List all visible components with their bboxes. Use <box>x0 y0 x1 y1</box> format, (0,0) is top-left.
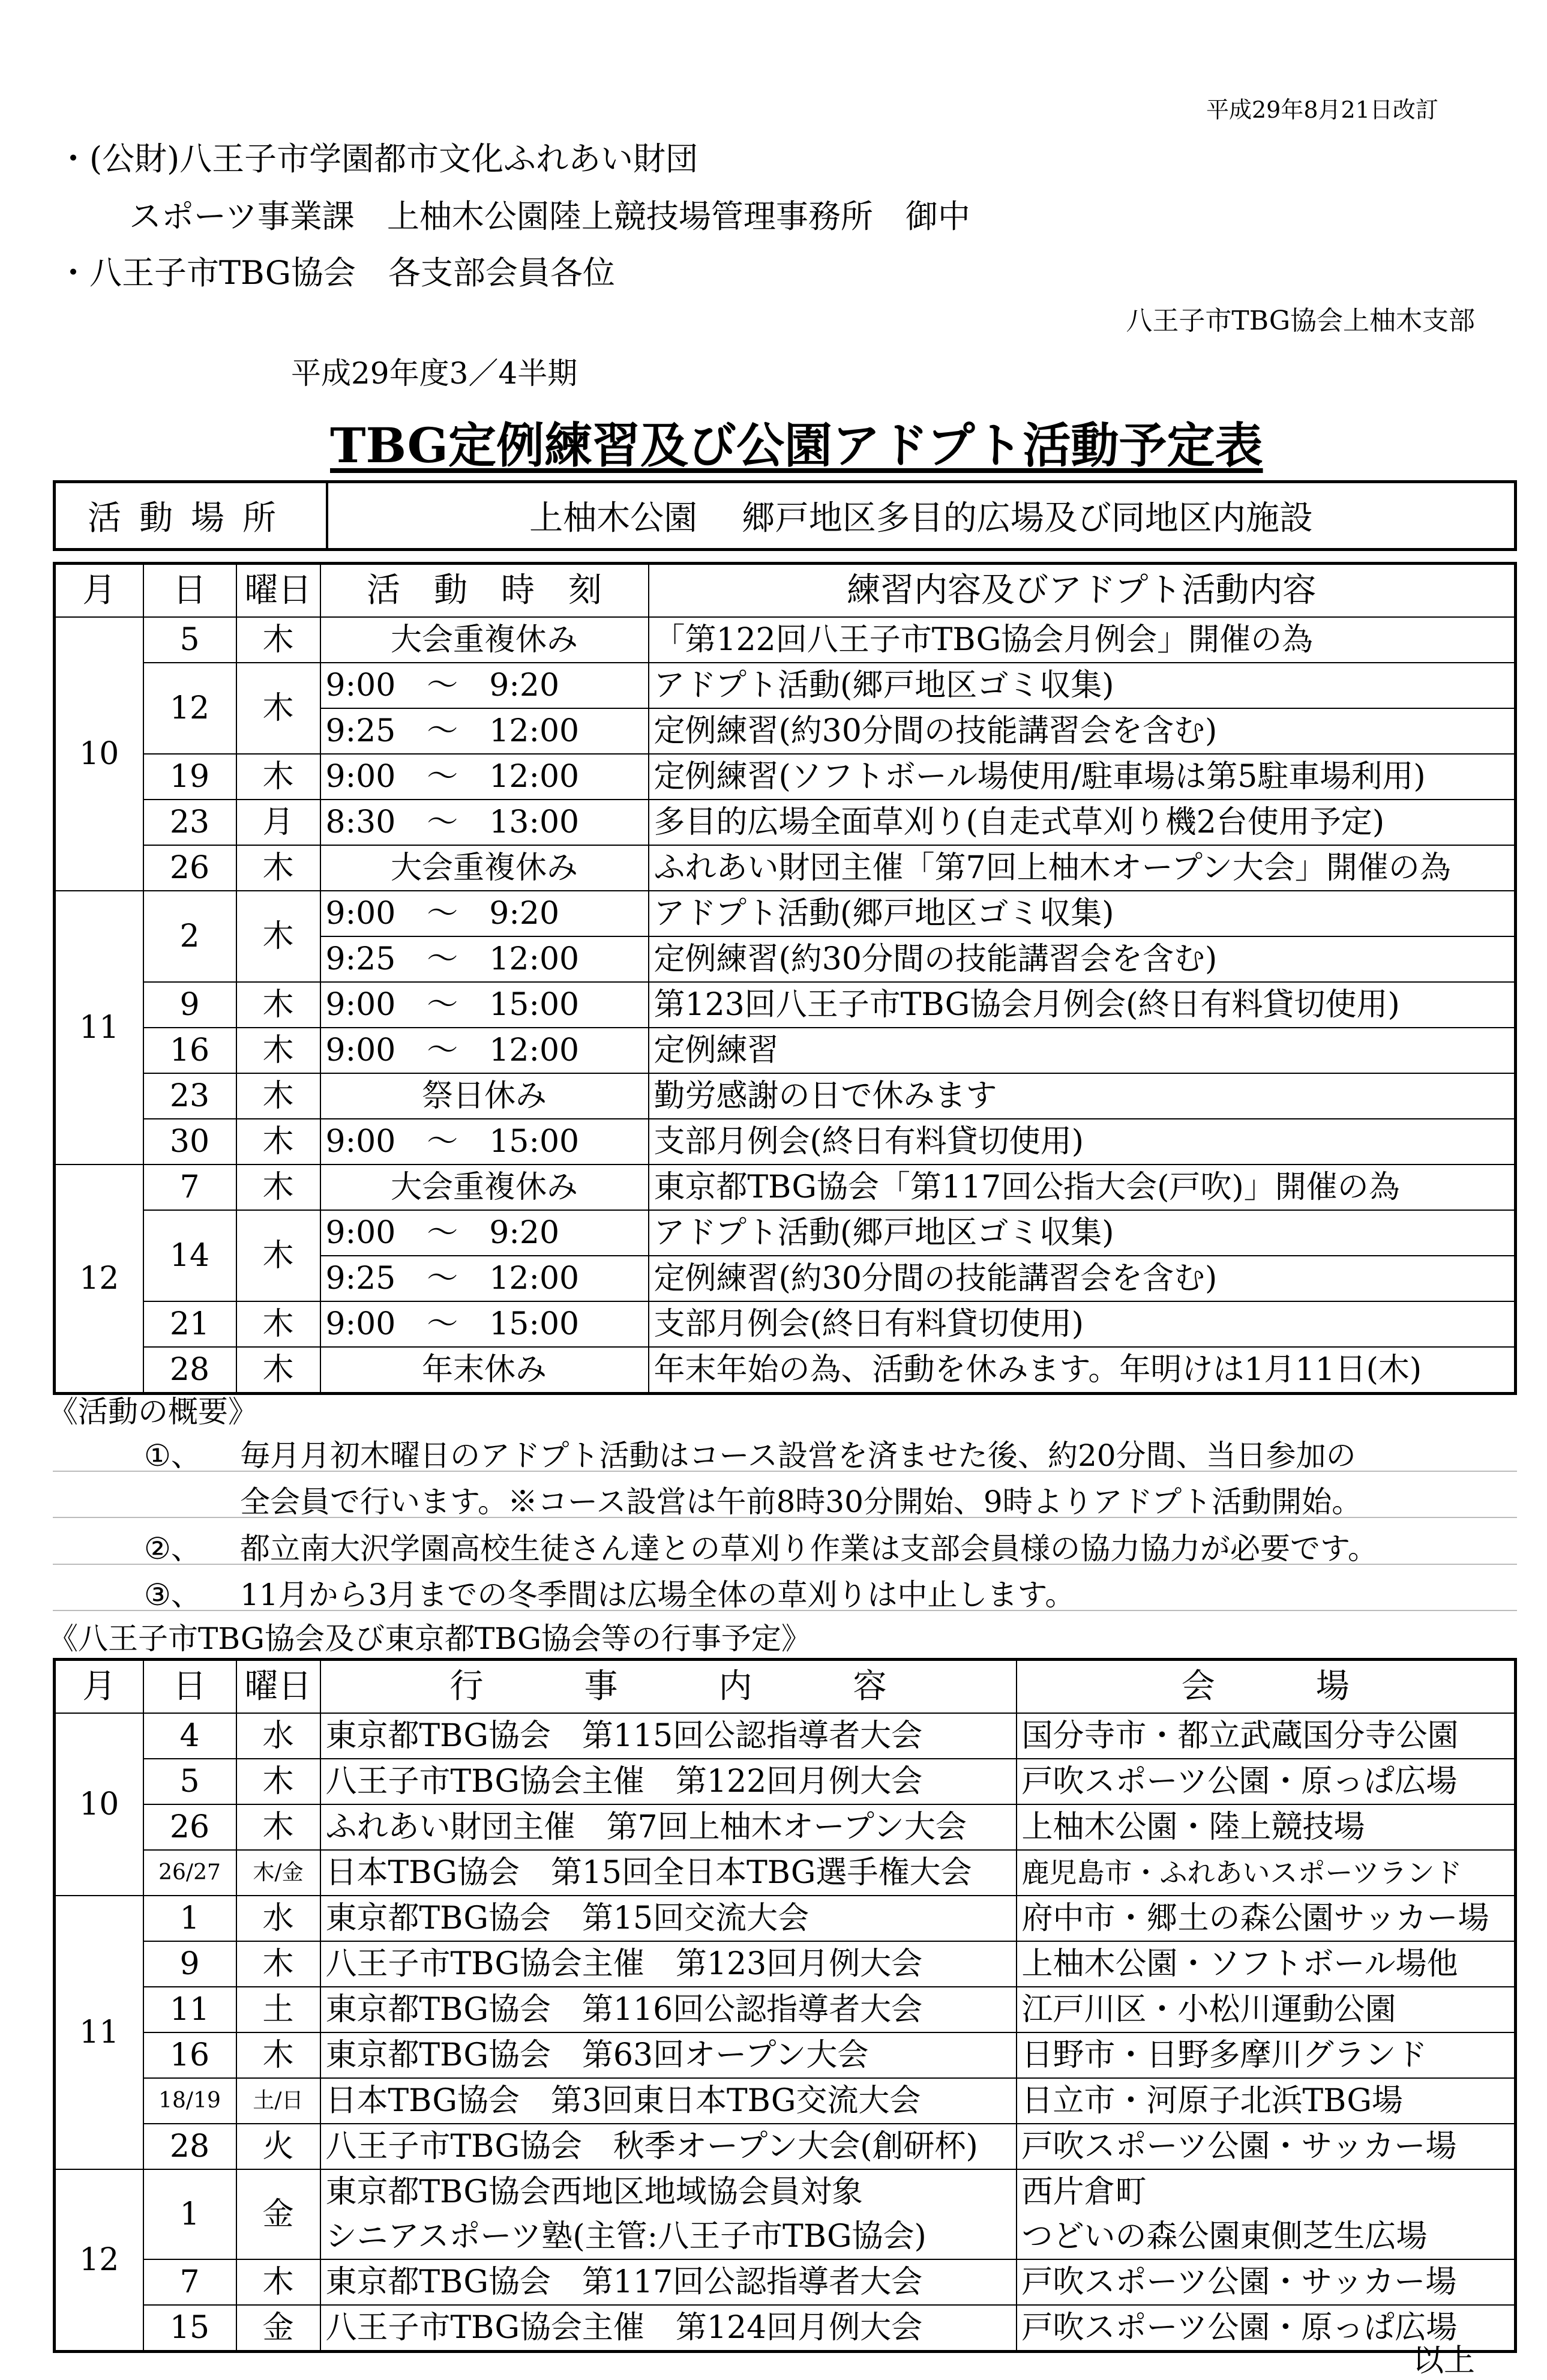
venue-cell: 上柚木公園・ソフトボール場他 <box>1017 1941 1516 1987</box>
closing-mark: 以上 <box>1412 2343 1475 2379</box>
header-month: 月 <box>55 1660 143 1714</box>
day-cell: 28 <box>143 1347 236 1394</box>
time-cell: 大会重複休み <box>320 617 649 663</box>
header-weekday: 曜日 <box>236 564 320 618</box>
content-cell: 支部月例会(終日有料貸切使用) <box>649 1119 1516 1164</box>
event-cell: 東京都TBG協会 第15回交流大会 <box>320 1896 1017 1941</box>
day-cell: 9 <box>143 982 236 1028</box>
time-cell: 9:00 ～ 15:00 <box>320 982 649 1028</box>
content-cell: 「第122回八王子市TBG協会月例会」開催の為 <box>649 617 1516 663</box>
day-cell: 21 <box>143 1301 236 1347</box>
weekday-cell: 木 <box>236 1028 320 1073</box>
weekday-cell: 木 <box>236 2032 320 2078</box>
event-cell: 八王子市TBG協会主催 第123回月例大会 <box>320 1941 1017 1987</box>
time-cell: 大会重複休み <box>320 845 649 891</box>
content-cell: 第123回八王子市TBG協会月例会(終日有料貸切使用) <box>649 982 1516 1028</box>
time-cell: 9:00 ～ 15:00 <box>320 1301 649 1347</box>
event-cell: 八王子市TBG協会主催 第124回月例大会 <box>320 2305 1017 2352</box>
month-cell: 11 <box>55 891 143 1164</box>
day-cell: 15 <box>143 2305 236 2352</box>
event-cell: ふれあい財団主催 第7回上柚木オープン大会 <box>320 1804 1017 1850</box>
revision-date: 平成29年8月21日改訂 <box>1206 97 1438 123</box>
time-cell: 8:30 ～ 13:00 <box>320 800 649 845</box>
event-cell: 八王子市TBG協会主催 第122回月例大会 <box>320 1759 1017 1804</box>
day-cell: 7 <box>143 1164 236 1210</box>
header-month: 月 <box>55 564 143 618</box>
content-cell: アドプト活動(郷戸地区ゴミ収集) <box>649 891 1516 936</box>
time-cell: 9:25 ～ 12:00 <box>320 1256 649 1301</box>
weekday-cell: 木 <box>236 1073 320 1119</box>
address-line-3: ・八王子市TBG協会 各支部会員各位 <box>57 254 615 292</box>
day-cell: 14 <box>143 1210 236 1301</box>
weekday-cell: 木/金 <box>236 1850 320 1896</box>
table-row <box>55 1941 1516 1987</box>
time-cell: 大会重複休み <box>320 1164 649 1210</box>
weekday-cell: 木 <box>236 754 320 800</box>
document-title: TBG定例練習及び公園アドプト活動予定表 <box>330 417 1263 474</box>
time-cell: 9:00 ～ 12:00 <box>320 754 649 800</box>
event-cell: 東京都TBG協会 第63回オープン大会 <box>320 2032 1017 2078</box>
day-cell: 5 <box>143 617 236 663</box>
venue-cell: 戸吹スポーツ公園・原っぱ広場 <box>1017 2305 1516 2352</box>
day-cell: 11 <box>143 1987 236 2032</box>
header-event: 行 事 内 容 <box>320 1660 1017 1714</box>
day-cell: 9 <box>143 1941 236 1987</box>
table-row <box>55 1164 1516 1210</box>
table-row <box>55 1987 1516 2032</box>
event-cell: 八王子市TBG協会 秋季オープン大会(創研杯) <box>320 2124 1017 2169</box>
weekday-cell: 金 <box>236 2305 320 2352</box>
day-cell: 26 <box>143 1804 236 1850</box>
table-row <box>55 754 1516 800</box>
content-cell: 定例練習(約30分間の技能講習会を含む) <box>649 1256 1516 1301</box>
table-row <box>55 1028 1516 1073</box>
header-day: 日 <box>143 1660 236 1714</box>
events-table <box>53 1658 1517 2353</box>
weekday-cell: 月 <box>236 800 320 845</box>
day-cell: 4 <box>143 1713 236 1759</box>
weekday-cell: 水 <box>236 1896 320 1941</box>
table-row <box>55 617 1516 663</box>
day-cell: 1 <box>143 1896 236 1941</box>
table-row <box>55 1347 1516 1394</box>
table-row <box>55 891 1516 936</box>
sender: 八王子市TBG協会上柚木支部 <box>1126 306 1475 336</box>
event-cell: 日本TBG協会 第15回全日本TBG選手権大会 <box>320 1850 1017 1896</box>
activity-place-box <box>53 480 1517 551</box>
event-cell: 東京都TBG協会西地区地域協会員対象 <box>320 2169 1017 2214</box>
venue-cell: 戸吹スポーツ公園・原っぱ広場 <box>1017 1759 1516 1804</box>
weekday-cell: 木 <box>236 1164 320 1210</box>
content-cell: ふれあい財団主催「第7回上柚木オープン大会」開催の為 <box>649 845 1516 891</box>
content-cell: 勤労感謝の日で休みます <box>649 1073 1516 1119</box>
weekday-cell: 木 <box>236 2259 320 2305</box>
day-cell: 18/19 <box>143 2078 236 2124</box>
time-cell: 9:00 ～ 15:00 <box>320 1119 649 1164</box>
day-cell: 23 <box>143 800 236 845</box>
event-cell: 日本TBG協会 第3回東日本TBG交流大会 <box>320 2078 1017 2124</box>
table-row <box>55 1210 1516 1256</box>
month-cell: 12 <box>55 2169 143 2352</box>
weekday-cell: 木 <box>236 891 320 982</box>
venue-cell: 国分寺市・都立武蔵国分寺公園 <box>1017 1713 1516 1759</box>
note-number: ①、 <box>144 1438 201 1473</box>
table-row <box>55 982 1516 1028</box>
content-cell: アドプト活動(郷戸地区ゴミ収集) <box>649 1210 1516 1256</box>
table-row <box>55 845 1516 891</box>
weekday-cell: 木 <box>236 845 320 891</box>
time-cell: 祭日休み <box>320 1073 649 1119</box>
activity-place-value: 上柚木公園 郷戸地区多目的広場及び同地区内施設 <box>529 499 1313 538</box>
address-line-2: スポーツ事業課 上柚木公園陸上競技場管理事務所 御中 <box>129 197 970 235</box>
table-row <box>55 1713 1516 1759</box>
table-row <box>55 2124 1516 2169</box>
table-row <box>55 2032 1516 2078</box>
content-cell: 多目的広場全面草刈り(自走式草刈り機2台使用予定) <box>649 800 1516 845</box>
day-cell: 19 <box>143 754 236 800</box>
table-row <box>55 2259 1516 2305</box>
event-cell: シニアスポーツ塾(主管:八王子市TBG協会) <box>320 2214 1017 2259</box>
weekday-cell: 土 <box>236 1987 320 2032</box>
table-row <box>55 2169 1516 2214</box>
events-heading: 《八王子市TBG協会及び東京都TBG協会等の行事予定》 <box>48 1621 811 1656</box>
day-cell: 1 <box>143 2169 236 2259</box>
time-cell: 9:00 ～ 12:00 <box>320 1028 649 1073</box>
weekday-cell: 木 <box>236 1941 320 1987</box>
weekday-cell: 木 <box>236 1301 320 1347</box>
weekday-cell: 土/日 <box>236 2078 320 2124</box>
venue-cell: 日野市・日野多摩川グランド <box>1017 2032 1516 2078</box>
weekday-cell: 木 <box>236 1210 320 1301</box>
schedule-table <box>53 562 1517 1395</box>
content-cell: 定例練習(約30分間の技能講習会を含む) <box>649 708 1516 754</box>
day-cell: 7 <box>143 2259 236 2305</box>
event-cell: 東京都TBG協会 第116回公認指導者大会 <box>320 1987 1017 2032</box>
event-cell: 東京都TBG協会 第115回公認指導者大会 <box>320 1713 1017 1759</box>
header-day: 日 <box>143 564 236 618</box>
event-cell: 東京都TBG協会 第117回公認指導者大会 <box>320 2259 1017 2305</box>
time-cell: 9:00 ～ 9:20 <box>320 1210 649 1256</box>
content-cell: 年末年始の為、活動を休みます。年明けは1月11日(木) <box>649 1347 1516 1394</box>
table-row <box>55 800 1516 845</box>
events-header-row <box>55 1660 1516 1714</box>
venue-cell: 上柚木公園・陸上競技場 <box>1017 1804 1516 1850</box>
table-row <box>55 1850 1516 1896</box>
header-time: 活 動 時 刻 <box>320 564 649 618</box>
time-cell: 9:00 ～ 9:20 <box>320 891 649 936</box>
table-row <box>55 1119 1516 1164</box>
table-row <box>55 2305 1516 2352</box>
address-line-1: ・(公財)八王子市学園都市文化ふれあい財団 <box>57 140 698 178</box>
schedule-header-row <box>55 564 1516 618</box>
weekday-cell: 金 <box>236 2169 320 2259</box>
table-row <box>55 1804 1516 1850</box>
day-cell: 5 <box>143 1759 236 1804</box>
content-cell: 定例練習(ソフトボール場使用/駐車場は第5駐車場利用) <box>649 754 1516 800</box>
weekday-cell: 木 <box>236 663 320 754</box>
header-venue: 会 場 <box>1017 1660 1516 1714</box>
day-cell: 2 <box>143 891 236 982</box>
table-row <box>55 1301 1516 1347</box>
weekday-cell: 水 <box>236 1713 320 1759</box>
period: 平成29年度3／4半期 <box>291 356 578 391</box>
content-cell: 支部月例会(終日有料貸切使用) <box>649 1301 1516 1347</box>
table-row <box>55 1896 1516 1941</box>
venue-cell: 戸吹スポーツ公園・サッカー場 <box>1017 2259 1516 2305</box>
content-cell: 定例練習(約30分間の技能講習会を含む) <box>649 936 1516 982</box>
content-cell: アドプト活動(郷戸地区ゴミ収集) <box>649 663 1516 708</box>
note-text: 全会員で行います。※コース設営は午前8時30分開始、9時よりアドプト活動開始。 <box>240 1484 1362 1519</box>
notes-heading: 《活動の概要》 <box>48 1394 258 1429</box>
time-cell: 9:25 ～ 12:00 <box>320 936 649 982</box>
venue-cell: 江戸川区・小松川運動公園 <box>1017 1987 1516 2032</box>
day-cell: 12 <box>143 663 236 754</box>
activity-place-label: 活動場所 <box>56 483 328 548</box>
month-cell: 10 <box>55 1713 143 1896</box>
note-text: 毎月月初木曜日のアドプト活動はコース設営を済ませた後、約20分間、当日参加の <box>240 1438 1356 1473</box>
time-cell: 9:25 ～ 12:00 <box>320 708 649 754</box>
note-divider <box>53 1564 1517 1565</box>
note-divider <box>53 1610 1517 1611</box>
weekday-cell: 木 <box>236 617 320 663</box>
venue-cell: 西片倉町 <box>1017 2169 1516 2214</box>
weekday-cell: 火 <box>236 2124 320 2169</box>
day-cell: 26/27 <box>143 1850 236 1896</box>
day-cell: 16 <box>143 1028 236 1073</box>
venue-cell: 日立市・河原子北浜TBG場 <box>1017 2078 1516 2124</box>
venue-cell: 鹿児島市・ふれあいスポーツランド <box>1017 1850 1516 1896</box>
table-row <box>55 2078 1516 2124</box>
venue-cell: 戸吹スポーツ公園・サッカー場 <box>1017 2124 1516 2169</box>
day-cell: 28 <box>143 2124 236 2169</box>
weekday-cell: 木 <box>236 1347 320 1394</box>
note-divider <box>53 1471 1517 1472</box>
weekday-cell: 木 <box>236 1804 320 1850</box>
note-text: 11月から3月までの冬季間は広場全体の草刈りは中止します。 <box>240 1577 1075 1612</box>
venue-cell: 府中市・郷土の森公園サッカー場 <box>1017 1896 1516 1941</box>
month-cell: 12 <box>55 1164 143 1394</box>
content-cell: 定例練習 <box>649 1028 1516 1073</box>
note-divider <box>53 1517 1517 1518</box>
day-cell: 23 <box>143 1073 236 1119</box>
note-number: ②、 <box>144 1531 201 1566</box>
note-text: 都立南大沢学園高校生徒さん達との草刈り作業は支部会員様の協力協力が必要です。 <box>240 1531 1378 1566</box>
content-cell: 東京都TBG協会「第117回公指大会(戸吹)」開催の為 <box>649 1164 1516 1210</box>
day-cell: 30 <box>143 1119 236 1164</box>
time-cell: 9:00 ～ 9:20 <box>320 663 649 708</box>
weekday-cell: 木 <box>236 1119 320 1164</box>
header-weekday: 曜日 <box>236 1660 320 1714</box>
time-cell: 年末休み <box>320 1347 649 1394</box>
day-cell: 26 <box>143 845 236 891</box>
month-cell: 11 <box>55 1896 143 2169</box>
table-row <box>55 663 1516 708</box>
header-content: 練習内容及びアドプト活動内容 <box>649 564 1516 618</box>
weekday-cell: 木 <box>236 982 320 1028</box>
note-number: ③、 <box>144 1577 201 1612</box>
day-cell: 16 <box>143 2032 236 2078</box>
weekday-cell: 木 <box>236 1759 320 1804</box>
month-cell: 10 <box>55 617 143 891</box>
venue-cell: つどいの森公園東側芝生広場 <box>1017 2214 1516 2259</box>
table-row <box>55 1073 1516 1119</box>
table-row <box>55 1759 1516 1804</box>
